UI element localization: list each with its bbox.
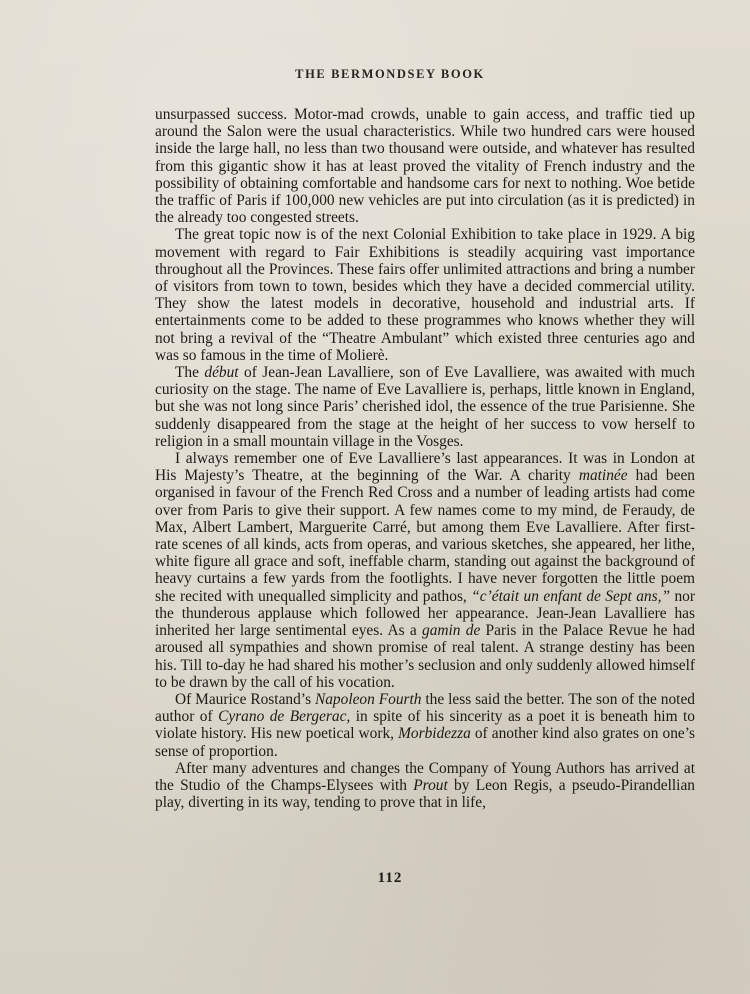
text-run: Of Maurice Rostand’s — [175, 690, 315, 708]
paragraph — [155, 691, 695, 760]
italic-text: gamin de — [422, 622, 481, 640]
text-run: After many adventures and changes the Company of Young Authors has arrived at the Studio of the Champs-Elysees with — [155, 759, 695, 794]
italic-text: “c’était un enfant de Sept ans,” — [471, 587, 671, 605]
italic-text: Prout — [413, 776, 448, 794]
body-text — [155, 106, 695, 811]
text-run: the less said the better. The son of the noted author of — [155, 690, 695, 726]
italic-text: Morbidezza — [398, 725, 471, 743]
running-head: THE BERMONDSEY BOOK — [295, 67, 485, 81]
page-number: 112 — [377, 870, 403, 886]
text-run: of another kind also grates on one’s sense of proportion. — [155, 725, 695, 760]
text-run: unsurpassed success. Motor-mad crowds, unable to gain access, and traffic tied up around the Salon were the usual characteristics. While two hundred cars were housed inside the large hall, no less than two thousand were outside, and whatever has resulted from this gigantic show it has at least proved the vitality of French industry and the possibility of obtaining comfortable and handsome cars for next to nothing. Woe betide the traffic of Paris if 100,000 new vehicles are put into circulation (as it is predicted) in the already too congested streets. — [155, 106, 695, 227]
text-run: The — [175, 364, 205, 382]
paragraph — [155, 106, 695, 226]
italic-text: matinée — [578, 467, 628, 485]
paragraph — [155, 226, 695, 364]
text-run: Paris in the Palace Revue he had aroused all sympathies and shown promise of real talent. A strange destiny has been his. Till to-day he had shared his mother’s seclusion and only suddenly allowed himself to be drawn by the call of his vocation. — [155, 622, 695, 691]
text-run: by Leon Regis, a pseudo-Pirandellian play, diverting in its way, tending to prove that in life, — [155, 776, 695, 812]
text-run: nor the thunderous applause which followed her appearance. Jean-Jean Lavalliere has inherited her large sentimental eyes. As a — [155, 587, 695, 640]
text-run: The great topic now is of the next Colonial Exhibition to take place in 1929. A big movement with regard to Fair Exhibitions is steadily acquiring vast importance throughout all the Provinces. These fairs offer unlimited attractions and bring a number of visitors from town to town, besides which they have a decided commercial utility. They show the latest models in decorative, household and industrial arts. If entertainments come to be added to these programmes who knows whether they will not bring a revival of the “Theatre Ambulant” which existed three centuries ago and was so famous in the time of Molierè. — [155, 226, 695, 364]
text-run: in spite of his sincerity as a poet it is beneath him to violate history. His new poetical work, — [155, 708, 695, 743]
text-run: of Jean-Jean Lavalliere, son of Eve Lavalliere, was awaited with much curiosity on the stage. The name of Eve Lavalliere is, perhaps, little known in England, but she was not long since Paris’ cherished idol, the essence of the true Parisienne. She suddenly disappeared from the stage at the height of her success to vow herself to religion in a small mountain village in the Vosges. — [155, 364, 695, 450]
italic-text: Napoleon Fourth — [314, 690, 422, 708]
paragraph — [155, 450, 695, 691]
text-run: I always remember one of Eve Lavalliere’s last appearances. It was in London at His Majesty’s Theatre, at the beginning of the War. A charity — [155, 450, 695, 485]
paragraph — [155, 760, 695, 812]
paragraph — [155, 364, 695, 450]
italic-text: début — [204, 364, 239, 382]
text-run: had been organised in favour of the French Red Cross and a number of leading artists had come over from Paris to give their support. A few names come to my mind, de Feraudy, de Max, Albert Lambert, Marguerite Carré, but among them Eve Lavalliere. After first-rate scenes of all kinds, acts from operas, and various sketches, she appeared, her lithe, white figure all grace and soft, ineffable charm, standing out against the background of heavy curtains a few yards from the footlights. I have never forgotten the little poem she recited with unequalled simplicity and pathos, — [155, 467, 695, 605]
italic-text: Cyrano de Bergerac, — [218, 708, 351, 726]
